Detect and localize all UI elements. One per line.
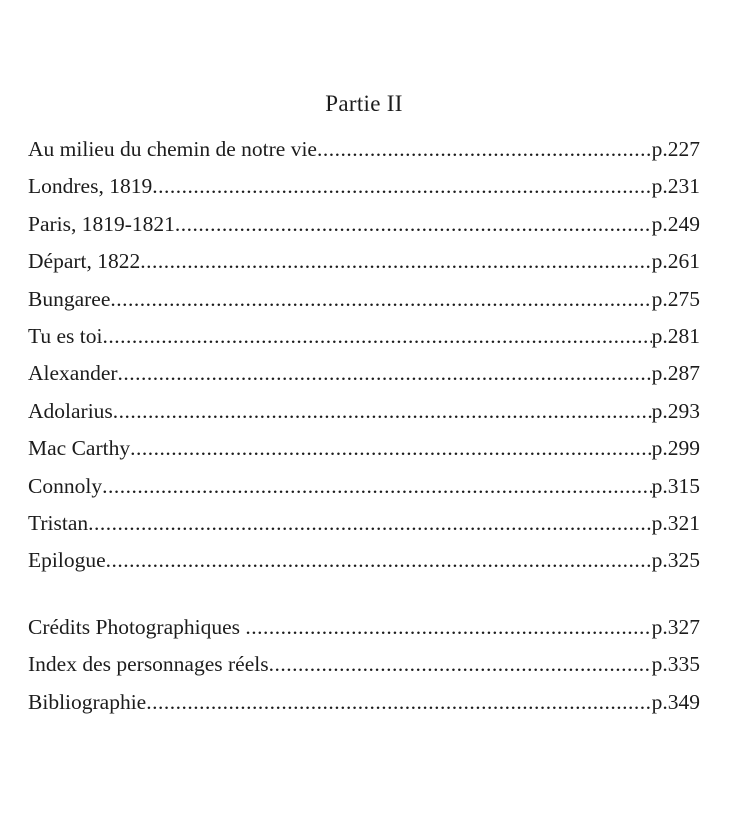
toc-entry-title: Alexander xyxy=(28,361,118,386)
dot-leader xyxy=(130,430,652,467)
toc-entry-page-number: p.275 xyxy=(651,286,700,311)
toc-entry xyxy=(28,542,700,579)
dot-leader xyxy=(113,393,652,430)
dot-leader xyxy=(118,355,652,392)
toc-entry-title: Mac Carthy xyxy=(28,436,131,461)
toc-entry-page-number: p.349 xyxy=(651,689,700,714)
toc-entry-page-number: p.327 xyxy=(651,614,700,639)
toc-entry-title: Départ, 1822 xyxy=(28,249,141,274)
dot-leader xyxy=(317,131,652,168)
dot-leader xyxy=(102,318,651,355)
dot-leader xyxy=(110,281,651,318)
toc-entry xyxy=(28,206,700,243)
toc-entry-page-number: p.299 xyxy=(651,436,700,461)
toc-entry-page-number: p.249 xyxy=(651,211,700,236)
dot-leader xyxy=(245,609,651,646)
toc-entry-page-number: p.227 xyxy=(651,137,700,161)
toc-entry xyxy=(28,609,700,646)
toc-entry xyxy=(28,684,700,721)
toc-entry xyxy=(28,131,700,168)
dot-leader xyxy=(269,646,652,683)
toc-entry xyxy=(28,168,700,205)
toc-entry-page-number: p.315 xyxy=(651,473,700,498)
toc-entry-title: Londres, 1819 xyxy=(28,174,153,199)
toc-entry xyxy=(28,318,700,355)
toc-entry-title: Bungaree xyxy=(28,286,111,311)
toc-entry-title: Connoly xyxy=(28,473,103,498)
toc-list-main xyxy=(28,131,700,580)
toc-entry xyxy=(28,393,700,430)
toc-entry xyxy=(28,243,700,280)
toc-entry-title: Au milieu du chemin de notre vie xyxy=(28,137,317,161)
toc-entry xyxy=(28,646,700,683)
dot-leader xyxy=(88,505,651,542)
toc-entry-title: Tu es toi xyxy=(28,324,103,349)
toc-entry-title: Paris, 1819-1821 xyxy=(28,211,175,236)
toc-entry xyxy=(28,430,700,467)
toc-entry-page-number: p.325 xyxy=(651,548,700,573)
toc-entry xyxy=(28,505,700,542)
toc-entry xyxy=(28,281,700,318)
toc-entry-title: Bibliographie xyxy=(28,689,147,714)
toc-entry xyxy=(28,468,700,505)
toc-entry-page-number: p.231 xyxy=(651,174,700,199)
dot-leader xyxy=(106,542,652,579)
toc-entry-page-number: p.281 xyxy=(651,324,700,349)
toc-entry-page-number: p.321 xyxy=(651,511,700,536)
toc-entry-title: Tristan xyxy=(28,511,89,536)
toc-entry xyxy=(28,355,700,392)
toc-entry-page-number: p.293 xyxy=(651,398,700,423)
toc-entry-page-number: p.261 xyxy=(651,249,700,274)
dot-leader xyxy=(152,168,651,205)
toc-entry-title: Adolarius xyxy=(28,398,113,423)
section-heading: Partie II xyxy=(325,91,403,116)
dot-leader xyxy=(175,206,652,243)
toc-entry-title: Epilogue xyxy=(28,548,106,573)
toc-entry-page-number: p.335 xyxy=(651,652,700,677)
toc-entry-title: Index des personnages réels xyxy=(28,652,269,677)
toc-entry-title: Crédits Photographiques xyxy=(28,614,246,639)
dot-leader xyxy=(102,468,652,505)
toc-list-back-matter xyxy=(28,609,700,721)
dot-leader xyxy=(146,684,651,721)
dot-leader xyxy=(140,243,651,280)
toc-entry-page-number: p.287 xyxy=(651,361,700,386)
